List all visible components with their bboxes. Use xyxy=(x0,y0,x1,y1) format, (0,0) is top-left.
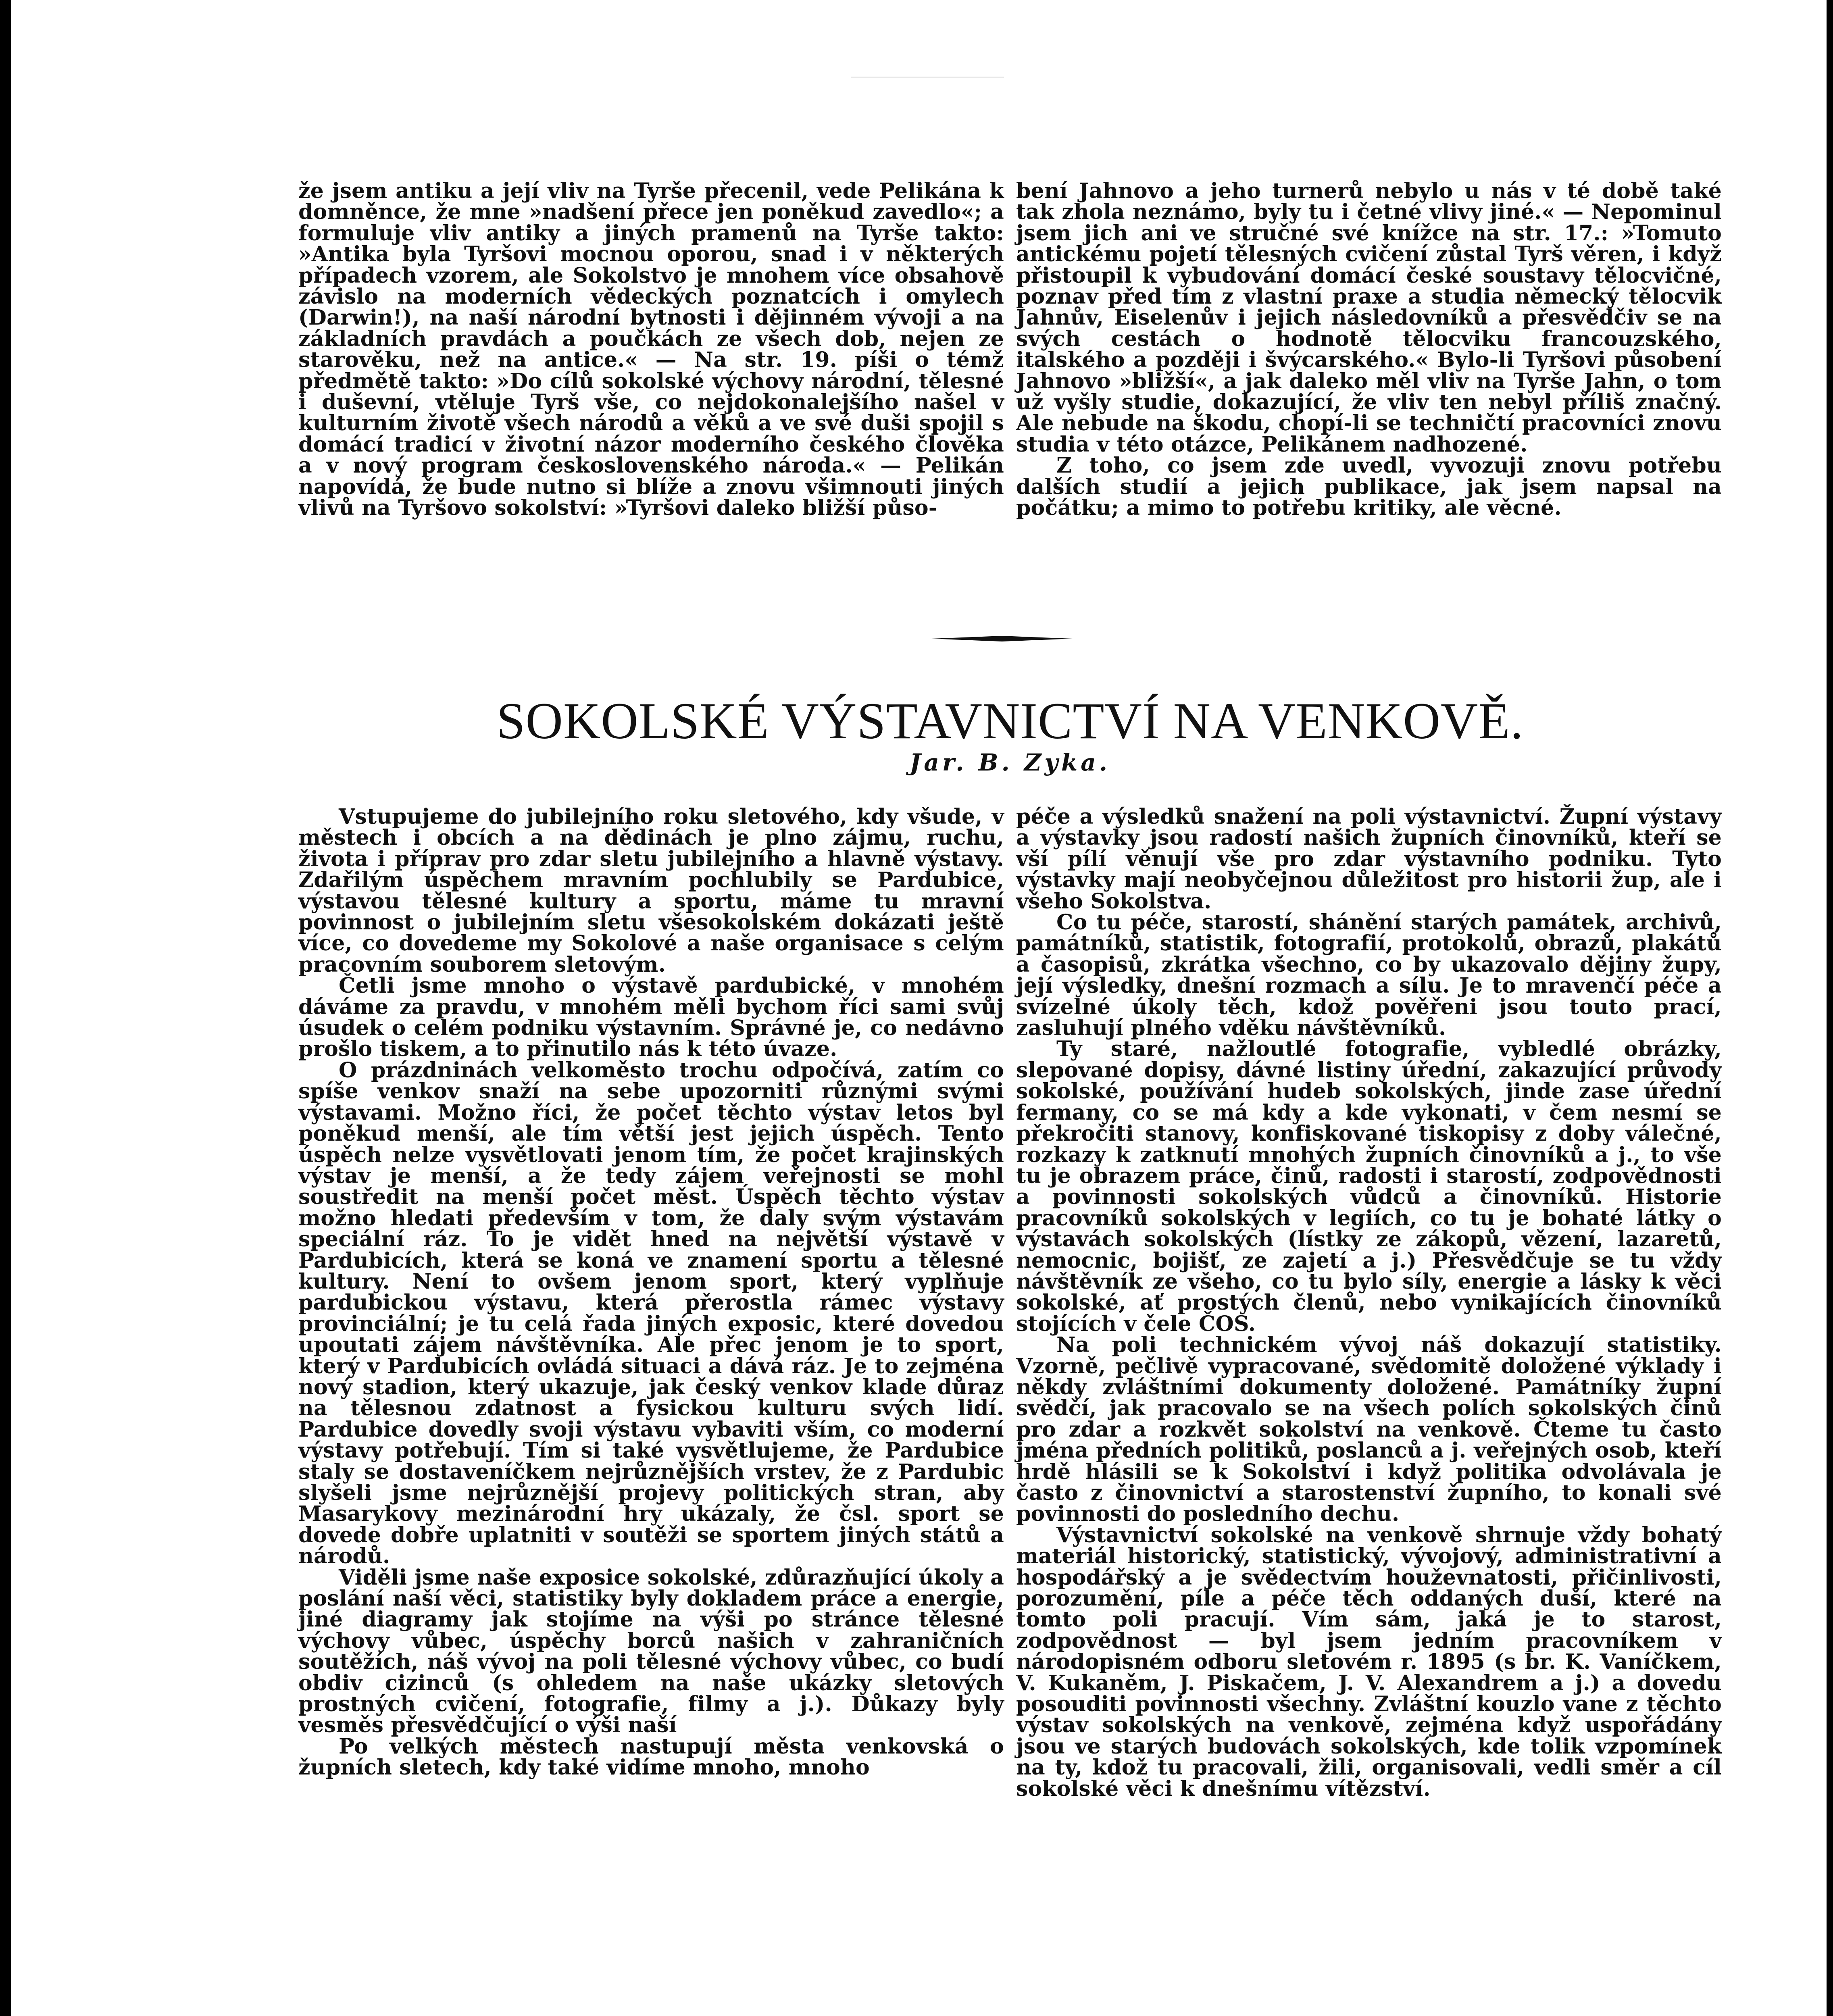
paragraph: O prázdninách velkoměsto trochu odpočívá, zatím co spíše venkov snaží na sebe upozorniti různými svými výstavami. Možno říci, že počet těchto výstav letos byl poněkud menší, ale tím větší jest jejich úspěch. Tento úspěch nelze vysvětlovati jenom tím, že počet krajinských výstav je menší, a že tedy zájem veřejnosti se mohl soustředit na menší počet měst. Úspěch těchto výstav možno hledati především v tom, že daly svým výstavám speciální ráz. To je vidět hned na největší výstavě v Pardubicích, která se koná ve znamení sportu a tělesné kultury. Není to ovšem jenom sport, který vyplňuje pardubickou výstavu, která přerostla rámec výstavy provinciální; je tu celá řada jiných exposic, které dovedou upoutati zájem návštěvníka. Ale přec jenom je to sport, který v Pardubicích ovládá situaci a dává ráz. Je to zejména nový stadion, který ukazuje, jak český venkov klade důraz na tělesnou zdatnost a fysickou kulturu svých lidí. Pardubice dovedly svoji výstavu vybaviti vším, co moderní výstavy potřebují. Tím si také vysvětlujeme, že Pardubice staly se dostaveníčkem nejrůznějších vrstev, že z Pardubic slyšeli jsme nejrůznější projevy politických stran, aby Masarykovy mezinárodní hry ukázaly, že čsl. sport se dovede dobře uplatniti v soutěži se sportem jiných států a národů. xyxy=(298,1058,1004,1569)
paragraph: že jsem antiku a její vliv na Tyrše přecenil, vede Pelikána k domněnce, že mne »nadšení přece jen poněkud zavedlo«; a formuluje vliv antiky a jiných pramenů na Tyrše takto: »Antika byla Tyršovi mocnou oporou, snad i v některých případech vzorem, ale Sokolstvo je mnohem více obsahově závislo na moderních vědeckých poznatcích i omylech (Darwin!), na naší národní bytnosti i dějinném vývoji a na základních pravdách a poučkách ze všech dob, nejen ze starověku, než na antice.« — Na str. 19. píši o témž předmětě takto: »Do cílů sokolské výchovy národní, tělesné i duševní, vtěluje Tyrš vše, co nejdokonalejšího našel v kulturním životě všech národů a věků a ve své duši spojil s domácí tradicí v životní názor moderního českého člověka a v nový program československého národa.« — Pelikán napovídá, že bude nutno si blíže a znovu všimnouti jiných vlivů na Tyršovo sokolství: »Tyršovi daleko bližší půso- xyxy=(298,179,1004,521)
paragraph: Po velkých městech nastupují města venkovská o župních sletech, kdy také vidíme mnoho, mnoho xyxy=(298,1734,1004,1780)
scan-smudge xyxy=(851,16,1004,78)
paragraph: Ty staré, nažloutlé fotografie, vybledlé obrázky, slepované dopisy, dávné listiny úřední, zakazující průvody sokolské, používání hudeb sokolských, jinde zase úřední fermany, co se má kdy a kde vykonati, v čem nesmí se překročiti stanovy, konfiskované tiskopisy z doby válečné, rozkazy k zatknutí mnohých župních činovníků a j., to vše tu je obrazem práce, činů, radosti i starostí, zodpovědnosti a povinnosti sokolských vůdců a činovníků. Historie pracovníků sokolských v legiích, co tu je bohaté látky o výstavách sokolských (lístky ze zákopů, vězení, lazaretů, nemocnic, bojišť, ze zajetí a j.) Přesvědčuje se tu vždy návštěvník ze všeho, co tu bylo síly, energie a lásky k věci sokolské, ať prostých členů, nebo vynikajících činovníků stojících v čele ČOS. xyxy=(1016,1037,1722,1336)
paragraph: Z toho, co jsem zde uvedl, vyvozuji znovu potřebu dalších studií a jejich publikace, jak jsem napsal na počátku; a mimo to potřebu kritiky, ale věcné. xyxy=(1016,453,1722,521)
scan-border-left xyxy=(0,0,11,2016)
continuation-left-column xyxy=(298,181,1004,519)
article-title: SOKOLSKÉ VÝSTAVNICTVÍ NA VENKOVĚ. xyxy=(496,692,1524,750)
paragraph: bení Jahnovo a jeho turnerů nebylo u nás v té době také tak zhola neznámo, byly tu i četné vlivy jiné.« — Nepominul jsem jich ani ve stručné své knížce na str. 17.: »Tomuto antickému pojetí tělesných cvičení zůstal Tyrš věren, i když přistoupil k vybudování domácí české soustavy tělocvičné, poznav před tím z vlastní praxe a studia německý tělocvik Jahnův, Eiselenův i jejich následovníků a přesvědčiv se na svých cestách o hodnotě tělocviku francouzského, italského a později i švýcarského.« Bylo-li Tyršovi působení Jahnovo »bližší«, a jak daleko měl vliv na Tyrše Jahn, o tom už vyšly studie, dokazující, že vliv ten nebyl příliš značný. Ale nebude na škodu, chopí-li se techničtí pracovníci znovu studia v této otázce, Pelikánem nadhozené. xyxy=(1016,179,1722,457)
paragraph: péče a výsledků snažení na poli výstavnictví. Župní výstavy a výstavky jsou radostí našich župních činovníků, kteří se vší pílí věnují vše pro zdar výstavního podniku. Tyto výstavky mají neobyčejnou důležitost pro historii žup, ale i všeho Sokolstva. xyxy=(1016,804,1722,914)
scan-border-right xyxy=(1827,0,1833,2016)
paragraph: Co tu péče, starostí, shánění starých památek, archivů, památníků, statistik, fotografií, protokolů, obrazů, plakátů a časopisů, zkrátka všechno, co by ukazovalo dějiny župy, její výsledky, dnešní rozmach a sílu. Je to mravenčí péče a svízelné úkoly těch, kdož pověřeni jsou touto prací, zasluhují plného vděku návštěvníků. xyxy=(1016,910,1722,1041)
section-divider xyxy=(931,636,1073,641)
paragraph: Na poli technickém vývoj náš dokazují statistiky. Vzorně, pečlivě vypracované, svědomitě doložené výklady i někdy zvláštními dokumenty doložené. Památníky župní svědčí, jak pracovalo se na všech polích sokolských činů pro zdar a rozkvět sokolství na venkově. Čteme tu často jména předních politiků, poslanců a j. veřejných osob, kteří hrdě hlásili se k Sokolství i když politika odvolávala je často z činovnictví a starostenství župního, to konali své povinnosti do posledního dechu. xyxy=(1016,1333,1722,1527)
article-right-column xyxy=(1016,806,1722,1799)
article-author: Jar. B. Zyka. xyxy=(909,749,1111,776)
continuation-right-column xyxy=(1016,181,1722,519)
article-left-column xyxy=(298,806,1004,1779)
paragraph: Vstupujeme do jubilejního roku sletového, kdy všude, v městech i obcích a na dědinách je plno zájmu, ruchu, života i příprav pro zdar sletu jubilejního a hlavně výstavy. Zdařilým úspěchem mravním pochlubily se Pardubice, výstavou tělesné kultury a sportu, máme tu mravní povinnost o jubilejním sletu všesokolském dokázati ještě více, co dovedeme my Sokolové a naše organisace s celým pracovním souborem sletovým. xyxy=(298,804,1004,977)
paragraph: Četli jsme mnoho o výstavě pardubické, v mnohém dáváme za pravdu, v mnohém měli bychom říci sami svůj úsudek o celém podniku výstavním. Správné je, co nedávno prošlo tiskem, a to přinutilo nás k této úvaze. xyxy=(298,973,1004,1062)
paragraph: Viděli jsme naše exposice sokolské, zdůrazňující úkoly a poslání naší věci, statistiky byly dokladem práce a energie, jiné diagramy jak stojíme na výši po stránce tělesné výchovy vůbec, úspěchy borců našich v zahraničních soutěžích, náš vývoj na poli tělesné výchovy vůbec, co budí obdiv cizinců (s ohledem na naše ukázky sletových prostných cvičení, fotografie, filmy a j.). Důkazy byly vesměs přesvědčující o výši naší xyxy=(298,1565,1004,1738)
paragraph: Výstavnictví sokolské na venkově shrnuje vždy bohatý materiál historický, statistický, vývojový, administrativní a hospodářský a je svědectvím houževnatosti, přičinlivosti, porozumění, píle a péče těch oddaných duší, které na tomto poli pracují. Vím sám, jaká je to starost, zodpovědnost — byl jsem jedním pracovníkem v národopisném odboru sletovém r. 1895 (s br. K. Vaníčkem, V. Kukaněm, J. Piskačem, J. V. Alexandrem a j.) a dovedu posouditi povinnosti všechny. Zvláštní kouzlo vane z těchto výstav sokolských na venkově, zejména když uspořádány jsou ve starých budovách sokolských, kde tolik vzpomínek na ty, kdož tu pracovali, žili, organisovali, vedli směr a cíl sokolské věci k dnešnímu vítězství. xyxy=(1016,1522,1722,1801)
